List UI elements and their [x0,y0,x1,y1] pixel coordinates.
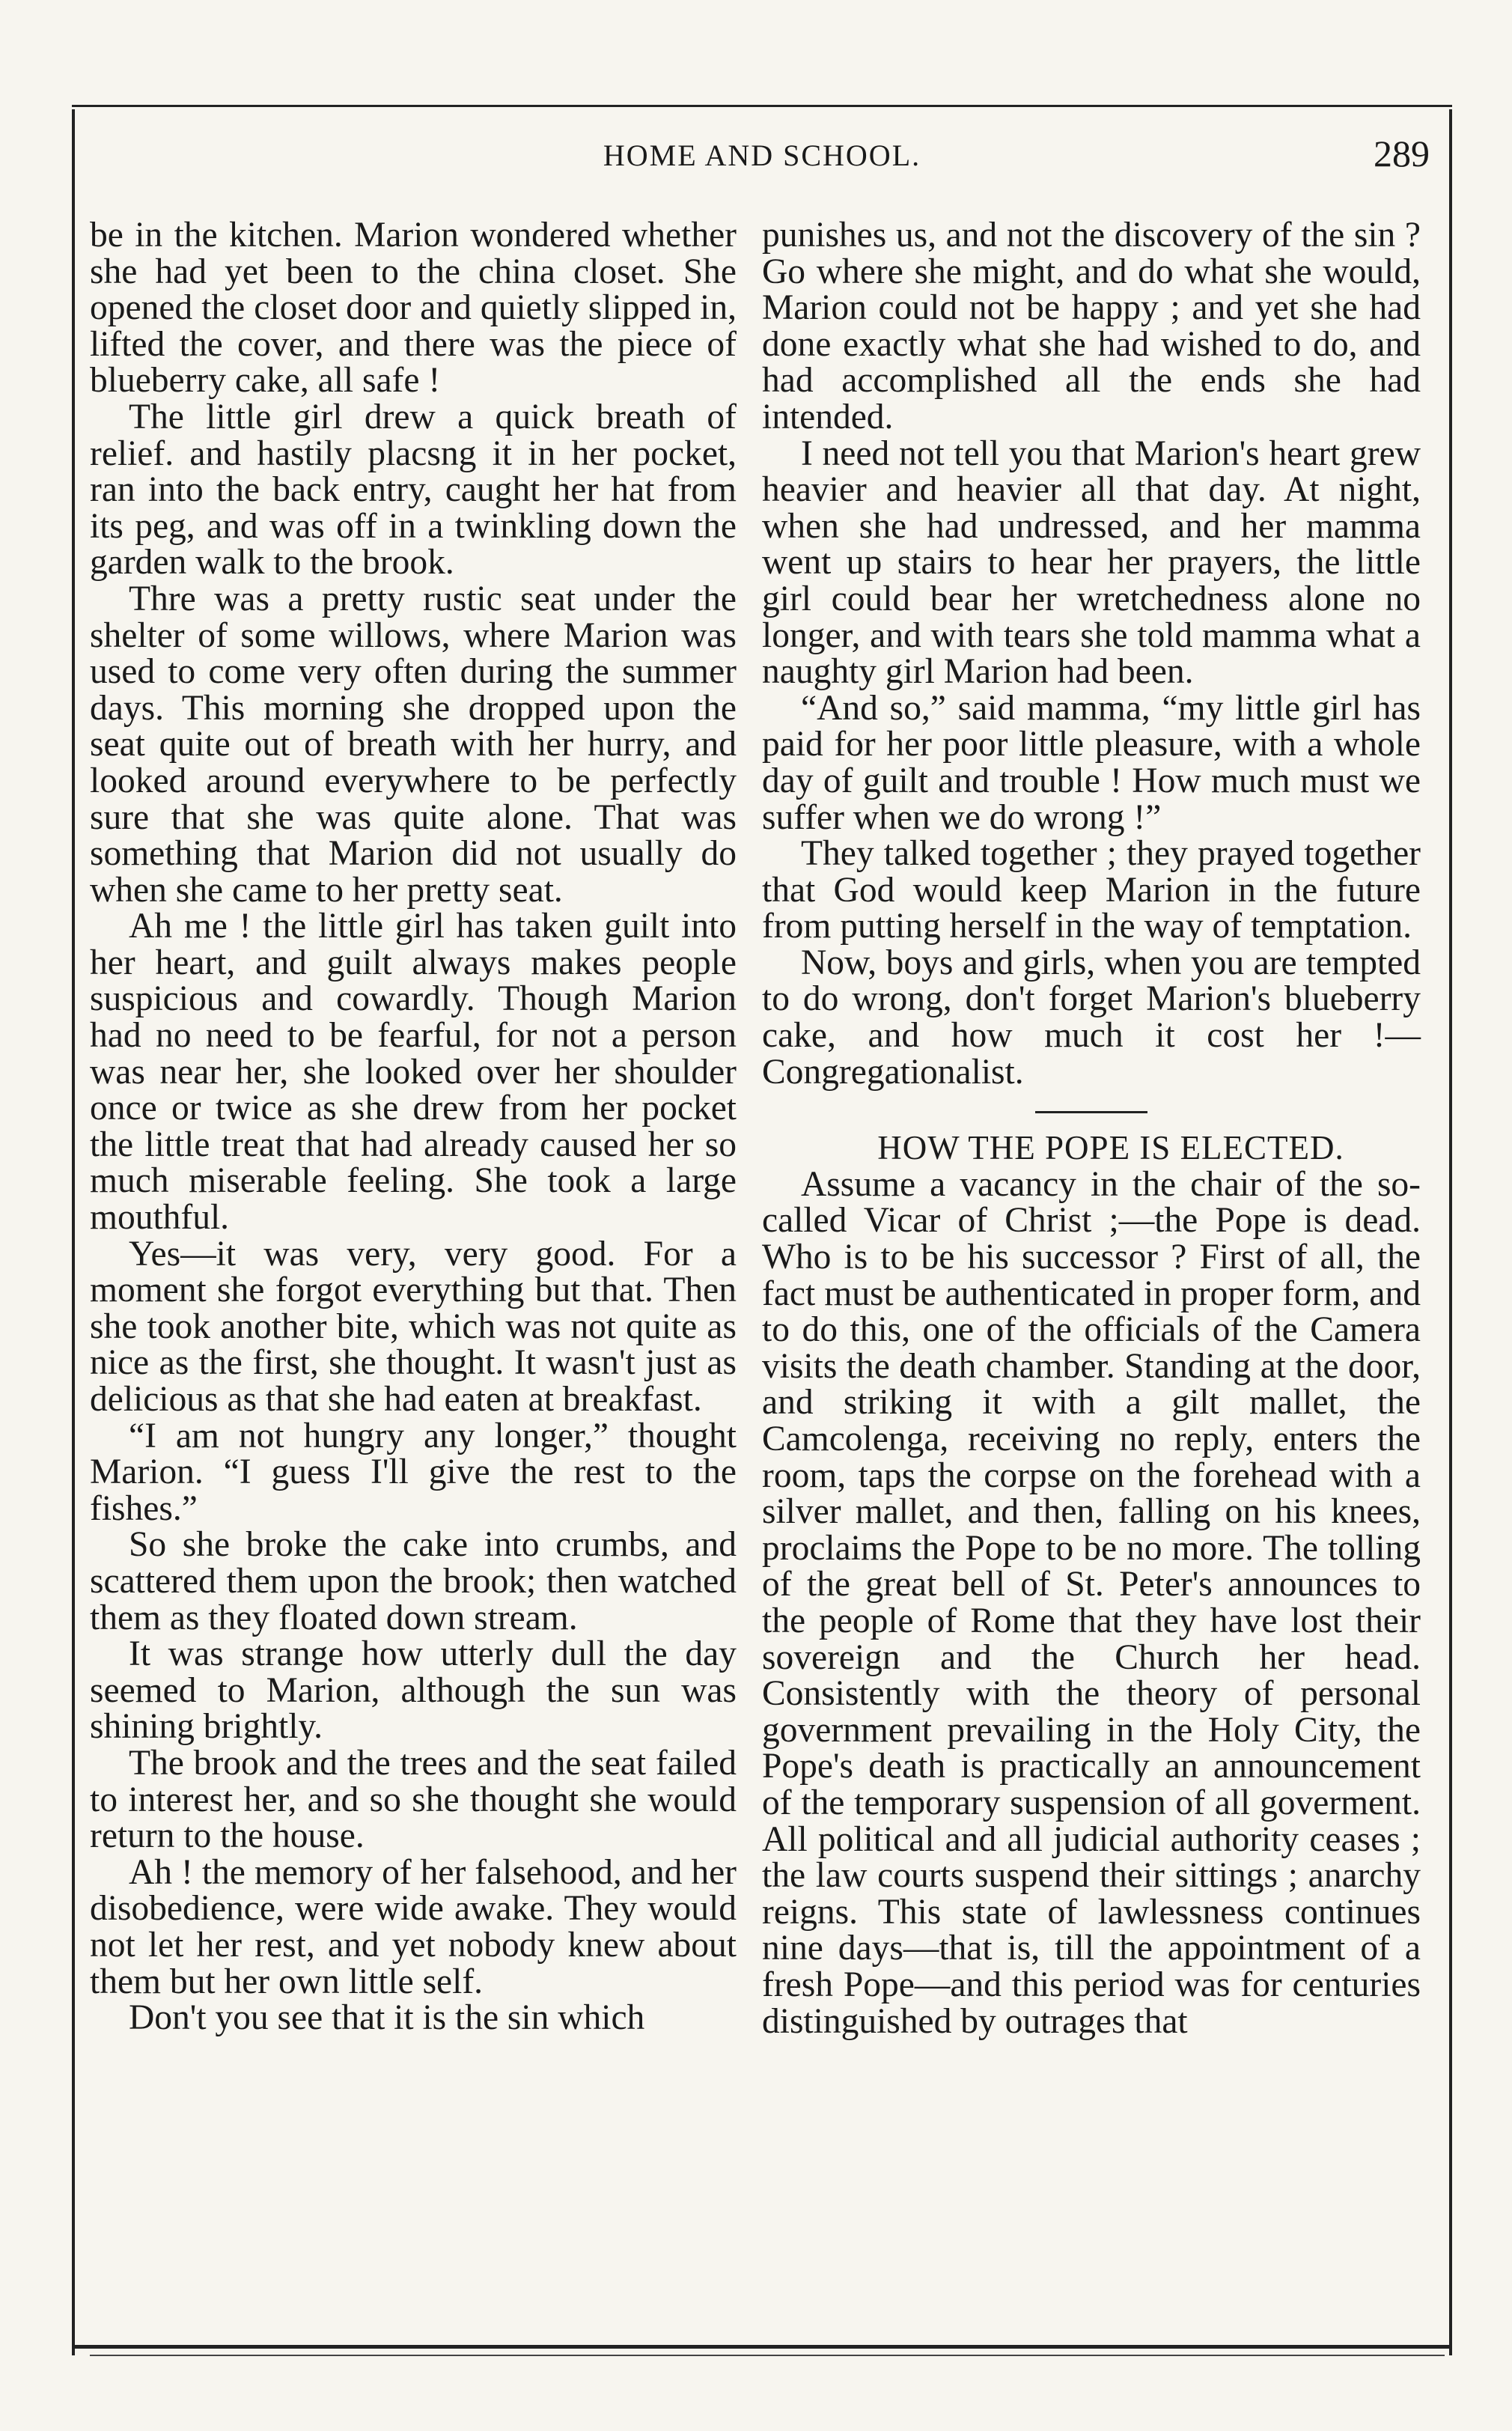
paragraph: So she broke the cake into crumbs, and scattered them upon the brook; then watched them as they floated down stream. [90,1525,737,1637]
paragraph: It was strange how utterly dull the day seemed to Marion, although the sun was shining brightly. [90,1634,737,1747]
paragraph: Ah ! the memory of her falsehood, and her disobedience, were wide awake. They would not let her rest, and yet nobody knew about them but her own little self. [90,1852,737,2001]
paragraph: Ah me ! the little girl has taken guilt into her heart, and guilt always makes people suspicious and cowardly. Though Marion had no need to be fearful, for not a person was near her, she looked over her shoulder once or twice as she drew from her pocket the little treat that had already caused her so much miserable feeling. She took a large mouthful. [90,907,737,1238]
paragraph: Yes—it was very, very good. For a moment she forgot everything but that. Then she took another bite, which was not quite as nice as the first, she thought. It wasn't just as delicious as that she had eaten at breakfast. [90,1234,737,1419]
paragraph: “And so,” said mamma, “my little girl has paid for her poor little pleasure, with a whole day of guilt and trouble ! How much must we suffer when we do wrong !” [762,688,1421,837]
paragraph: Thre was a pretty rustic seat under the shelter of some willows, where Marion was used to come very often during the summer days. This morning she dropped upon the seat quite out of breath with her hurry, and looked around everywhere to be perfectly sure that she was quite alone. That was something that Marion did not usually do when she came to her pretty seat. [90,579,737,910]
paragraph: They talked together ; they prayed together that God would keep Marion in the future from putting herself in the way of temptation. [762,834,1421,946]
paragraph: Don't you see that it is the sin which [129,1998,645,2038]
paragraph: be in the kitchen. Marion wondered whether she had yet been to the china closet. She opened the closet door and quietly slipped in, lifted the cover, and there was the piece of blueberry cake, all safe ! [90,216,737,401]
paragraph: The brook and the trees and the seat failed to interest her, and so she thought she would return to the house. [90,1743,737,1856]
page-header [72,132,1452,184]
right-column [762,217,1421,2039]
article-heading: HOW THE POPE IS ELECTED. [877,1129,1344,1167]
paragraph: The little girl drew a quick breath of relief. and hastily placsng it in her pocket, ran into the back entry, caught her hat from its peg, and was off in a twinkling down the garden walk to the brook. [90,397,737,582]
paragraph: Now, boys and girls, when you are tempted to do wrong, don't forget Marion's blueberry cake, and how much it cost her !—Congregationalist. [762,943,1421,1092]
paragraph: “I am not hungry any longer,” thought Marion. “I guess I'll give the rest to the fishes.” [90,1416,737,1528]
paragraph: I need not tell you that Marion's heart grew heavier and heavier all that day. At night, when she had undressed, and her mamma went up stairs to hear her prayers, the little girl could bear her wretchedness alone no longer, and with tears she told mamma what a naughty girl Marion had been. [762,433,1421,692]
bottom-rule-thin [90,2355,1445,2356]
section-divider [1035,1111,1147,1113]
running-title: HOME AND SCHOOL. [603,139,921,172]
page-number: 289 [1374,133,1430,174]
left-column [90,217,737,2036]
bottom-rule [72,2345,1452,2349]
paragraph: Assume a vacancy in the chair of the so-called Vicar of Christ ;—the Pope is dead. Who is to be his successor ? First of all, the fact must be authenticated in proper form, and to do this, one of the officials of the Camera visits the death chamber. Standing at the door, and striking it with a gilt mallet, the Camcolenga, receiving no reply, enters the room, taps the corpse on the forehead with a silver mallet, and then, falling on his knees, proclaims the Pope to be no more. The tolling of the great bell of St. Peter's announces to the people of Rome that they have lost their sovereign and the Church her head. Consistently with the theory of personal government prevailing in the Holy City, the Pope's death is practically an announcement of the temporary suspension of all goverment. All political and all judicial authority ceases ; the law courts suspend their sittings ; anarchy reigns. This state of lawlessness continues nine days—that is, till the appointment of a fresh Pope—and this period was for centuries distinguished by outrages that [762,1164,1421,2041]
paragraph: punishes us, and not the discovery of the sin ? Go where she might, and do what she would, Marion could not be happy ; and yet she had done exactly what she had wished to do, and had accomplished all the ends she had intended. [762,216,1421,436]
top-rule [72,105,1452,107]
